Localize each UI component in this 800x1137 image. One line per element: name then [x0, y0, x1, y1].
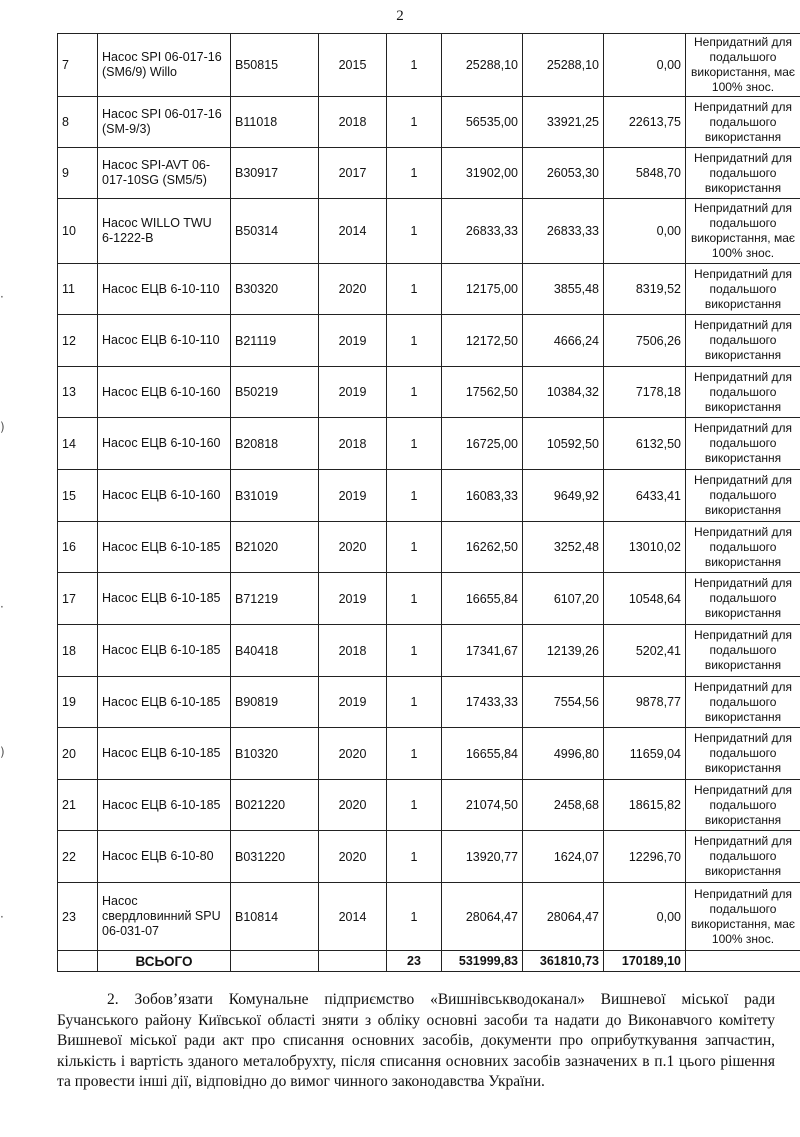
initial-cost: 16262,50 — [442, 522, 523, 573]
commission-year: 2017 — [319, 148, 387, 199]
asset-name: Насос ЕЦВ 6-10-185 — [98, 728, 231, 780]
depreciation: 4996,80 — [523, 728, 604, 780]
residual-value: 0,00 — [604, 199, 686, 264]
quantity: 1 — [387, 522, 442, 573]
table-row — [58, 199, 800, 264]
table-row — [58, 728, 800, 780]
initial-cost: 16725,00 — [442, 418, 523, 470]
commission-year: 2018 — [319, 418, 387, 470]
depreciation: 10384,32 — [523, 367, 604, 418]
row-number: 23 — [58, 883, 98, 951]
page-number: 2 — [396, 8, 404, 24]
residual-value: 22613,75 — [604, 97, 686, 148]
asset-name: Насос ЕЦВ 6-10-185 — [98, 522, 231, 573]
quantity: 1 — [387, 625, 442, 677]
condition-note: Непридатний для подальшого використання — [686, 148, 800, 199]
row-number: 19 — [58, 677, 98, 728]
initial-cost: 17433,33 — [442, 677, 523, 728]
inventory-number: В71219 — [231, 573, 319, 625]
depreciation: 3252,48 — [523, 522, 604, 573]
condition-note: Непридатний для подальшого використання — [686, 831, 800, 883]
residual-value: 9878,77 — [604, 677, 686, 728]
asset-name: Насос ЕЦВ 6-10-185 — [98, 677, 231, 728]
asset-name: Насос ЕЦВ 6-10-160 — [98, 367, 231, 418]
quantity: 1 — [387, 148, 442, 199]
residual-value: 13010,02 — [604, 522, 686, 573]
commission-year: 2020 — [319, 831, 387, 883]
table-row — [58, 780, 800, 831]
residual-value: 0,00 — [604, 34, 686, 97]
row-number: 8 — [58, 97, 98, 148]
row-number: 7 — [58, 34, 98, 97]
condition-note: Непридатний для подальшого використання — [686, 677, 800, 728]
commission-year: 2019 — [319, 367, 387, 418]
asset-name: Насос WILLO TWU 6-1222-В — [98, 199, 231, 264]
table-row — [58, 573, 800, 625]
asset-name: Насос ЕЦВ 6-10-160 — [98, 470, 231, 522]
table-row — [58, 34, 800, 97]
condition-note: Непридатний для подальшого використання — [686, 367, 800, 418]
quantity: 1 — [387, 883, 442, 951]
quantity: 1 — [387, 97, 442, 148]
margin-mark: ) — [0, 420, 5, 434]
inventory-number: В10814 — [231, 883, 319, 951]
depreciation: 26053,30 — [523, 148, 604, 199]
table-row — [58, 148, 800, 199]
asset-name: Насос ЕЦВ 6-10-80 — [98, 831, 231, 883]
table-row — [58, 264, 800, 315]
condition-note: Непридатний для подальшого використання — [686, 418, 800, 470]
inventory-number: В21119 — [231, 315, 319, 367]
asset-name: Насос ЕЦВ 6-10-185 — [98, 780, 231, 831]
residual-value: 8319,52 — [604, 264, 686, 315]
quantity: 1 — [387, 470, 442, 522]
row-number: 11 — [58, 264, 98, 315]
inventory-number: В50314 — [231, 199, 319, 264]
commission-year: 2019 — [319, 573, 387, 625]
initial-cost: 31902,00 — [442, 148, 523, 199]
initial-cost: 26833,33 — [442, 199, 523, 264]
depreciation: 2458,68 — [523, 780, 604, 831]
condition-note: Непридатний для подальшого використання — [686, 728, 800, 780]
row-number: 13 — [58, 367, 98, 418]
row-number: 18 — [58, 625, 98, 677]
total-row — [58, 951, 800, 972]
inventory-number: В50219 — [231, 367, 319, 418]
initial-cost: 21074,50 — [442, 780, 523, 831]
depreciation: 3855,48 — [523, 264, 604, 315]
initial-cost: 16655,84 — [442, 573, 523, 625]
inventory-number: В031220 — [231, 831, 319, 883]
residual-value: 0,00 — [604, 883, 686, 951]
initial-cost: 16083,33 — [442, 470, 523, 522]
initial-cost: 28064,47 — [442, 883, 523, 951]
depreciation: 33921,25 — [523, 97, 604, 148]
table-row — [58, 470, 800, 522]
quantity: 1 — [387, 315, 442, 367]
asset-name: Насос SPI-AVT 06-017-10SG (SM5/5) — [98, 148, 231, 199]
row-number: 10 — [58, 199, 98, 264]
commission-year: 2014 — [319, 199, 387, 264]
total-initial-cost: 531999,83 — [442, 951, 523, 972]
commission-year: 2018 — [319, 625, 387, 677]
inventory-number: В21020 — [231, 522, 319, 573]
margin-dot: · — [0, 600, 4, 614]
condition-note: Непридатний для подальшого використання — [686, 573, 800, 625]
total-inv-cell — [231, 951, 319, 972]
condition-note: Непридатний для подальшого використання — [686, 470, 800, 522]
table-row — [58, 97, 800, 148]
quantity: 1 — [387, 199, 442, 264]
row-number: 17 — [58, 573, 98, 625]
condition-note: Непридатний для подальшого використання — [686, 97, 800, 148]
residual-value: 6132,50 — [604, 418, 686, 470]
depreciation: 7554,56 — [523, 677, 604, 728]
residual-value: 6433,41 — [604, 470, 686, 522]
initial-cost: 16655,84 — [442, 728, 523, 780]
commission-year: 2020 — [319, 780, 387, 831]
residual-value: 5848,70 — [604, 148, 686, 199]
quantity: 1 — [387, 264, 442, 315]
row-number: 12 — [58, 315, 98, 367]
asset-name: Насос ЕЦВ 6-10-185 — [98, 625, 231, 677]
total-residual: 170189,10 — [604, 951, 686, 972]
residual-value: 7506,26 — [604, 315, 686, 367]
assets-table — [57, 33, 800, 972]
table-row — [58, 418, 800, 470]
table-body — [58, 34, 800, 972]
table-row — [58, 522, 800, 573]
depreciation: 25288,10 — [523, 34, 604, 97]
depreciation: 12139,26 — [523, 625, 604, 677]
asset-name: Насос свердловинний SPU 06-031-07 — [98, 883, 231, 951]
condition-note: Непридатний для подальшого використання, має 100% знос. — [686, 34, 800, 97]
residual-value: 18615,82 — [604, 780, 686, 831]
table-row — [58, 315, 800, 367]
total-note-cell — [686, 951, 800, 972]
margin-dot: · — [0, 910, 4, 924]
residual-value: 5202,41 — [604, 625, 686, 677]
asset-name: Насос ЕЦВ 6-10-110 — [98, 315, 231, 367]
row-number: 20 — [58, 728, 98, 780]
total-num-cell — [58, 951, 98, 972]
depreciation: 6107,20 — [523, 573, 604, 625]
inventory-number: В90819 — [231, 677, 319, 728]
quantity: 1 — [387, 677, 442, 728]
condition-note: Непридатний для подальшого використання — [686, 264, 800, 315]
residual-value: 11659,04 — [604, 728, 686, 780]
inventory-number: В40418 — [231, 625, 319, 677]
row-number: 9 — [58, 148, 98, 199]
depreciation: 28064,47 — [523, 883, 604, 951]
table-row — [58, 831, 800, 883]
residual-value: 12296,70 — [604, 831, 686, 883]
commission-year: 2020 — [319, 728, 387, 780]
quantity: 1 — [387, 573, 442, 625]
initial-cost: 56535,00 — [442, 97, 523, 148]
commission-year: 2020 — [319, 264, 387, 315]
asset-name: Насос ЕЦВ 6-10-185 — [98, 573, 231, 625]
initial-cost: 17341,67 — [442, 625, 523, 677]
asset-name: Насос ЕЦВ 6-10-110 — [98, 264, 231, 315]
row-number: 22 — [58, 831, 98, 883]
condition-note: Непридатний для подальшого використання — [686, 625, 800, 677]
initial-cost: 13920,77 — [442, 831, 523, 883]
initial-cost: 12172,50 — [442, 315, 523, 367]
margin-dot: · — [0, 290, 4, 304]
decision-paragraph: 2. Зобов’язати Комунальне підприємство «Вишнівськводоканал» Вишневої міської ради Бучанського району Київської області зняти з обліку основні засоби та надати до Виконавчого комітету Вишневої міської ради акт про списання основних засобів, документи про оприбуткування запчастин, кількість і вартість зданого металобрухту, після списання основних засобів зазначених в п.1 цього рішення та провести інші дії, відповідно до вимог чинного законодавства України. — [57, 991, 775, 1090]
total-qty: 23 — [387, 951, 442, 972]
initial-cost: 12175,00 — [442, 264, 523, 315]
inventory-number: В31019 — [231, 470, 319, 522]
quantity: 1 — [387, 418, 442, 470]
table-row — [58, 625, 800, 677]
quantity: 1 — [387, 367, 442, 418]
total-label: ВСЬОГО — [98, 951, 231, 972]
quantity: 1 — [387, 728, 442, 780]
depreciation: 26833,33 — [523, 199, 604, 264]
quantity: 1 — [387, 780, 442, 831]
table-row — [58, 677, 800, 728]
inventory-number: В20818 — [231, 418, 319, 470]
row-number: 21 — [58, 780, 98, 831]
commission-year: 2018 — [319, 97, 387, 148]
margin-mark: ) — [0, 745, 5, 759]
condition-note: Непридатний для подальшого використання, має 100% знос. — [686, 883, 800, 951]
residual-value: 7178,18 — [604, 367, 686, 418]
commission-year: 2015 — [319, 34, 387, 97]
commission-year: 2019 — [319, 470, 387, 522]
asset-name: Насос ЕЦВ 6-10-160 — [98, 418, 231, 470]
condition-note: Непридатний для подальшого використання — [686, 780, 800, 831]
initial-cost: 17562,50 — [442, 367, 523, 418]
table-row — [58, 883, 800, 951]
commission-year: 2020 — [319, 522, 387, 573]
row-number: 15 — [58, 470, 98, 522]
inventory-number: В50815 — [231, 34, 319, 97]
asset-name: Насос SPI 06-017-16 (SM6/9) Willo — [98, 34, 231, 97]
row-number: 16 — [58, 522, 98, 573]
depreciation: 10592,50 — [523, 418, 604, 470]
inventory-number: В11018 — [231, 97, 319, 148]
commission-year: 2019 — [319, 315, 387, 367]
condition-note: Непридатний для подальшого використання — [686, 522, 800, 573]
inventory-number: В30917 — [231, 148, 319, 199]
commission-year: 2014 — [319, 883, 387, 951]
condition-note: Непридатний для подальшого використання, має 100% знос. — [686, 199, 800, 264]
inventory-number: В30320 — [231, 264, 319, 315]
commission-year: 2019 — [319, 677, 387, 728]
asset-name: Насос SPI 06-017-16 (SM-9/3) — [98, 97, 231, 148]
residual-value: 10548,64 — [604, 573, 686, 625]
quantity: 1 — [387, 34, 442, 97]
depreciation: 1624,07 — [523, 831, 604, 883]
condition-note: Непридатний для подальшого використання — [686, 315, 800, 367]
row-number: 14 — [58, 418, 98, 470]
depreciation: 9649,92 — [523, 470, 604, 522]
inventory-number: В10320 — [231, 728, 319, 780]
table-row — [58, 367, 800, 418]
inventory-number: В021220 — [231, 780, 319, 831]
total-depreciation: 361810,73 — [523, 951, 604, 972]
depreciation: 4666,24 — [523, 315, 604, 367]
quantity: 1 — [387, 831, 442, 883]
initial-cost: 25288,10 — [442, 34, 523, 97]
total-year-cell — [319, 951, 387, 972]
